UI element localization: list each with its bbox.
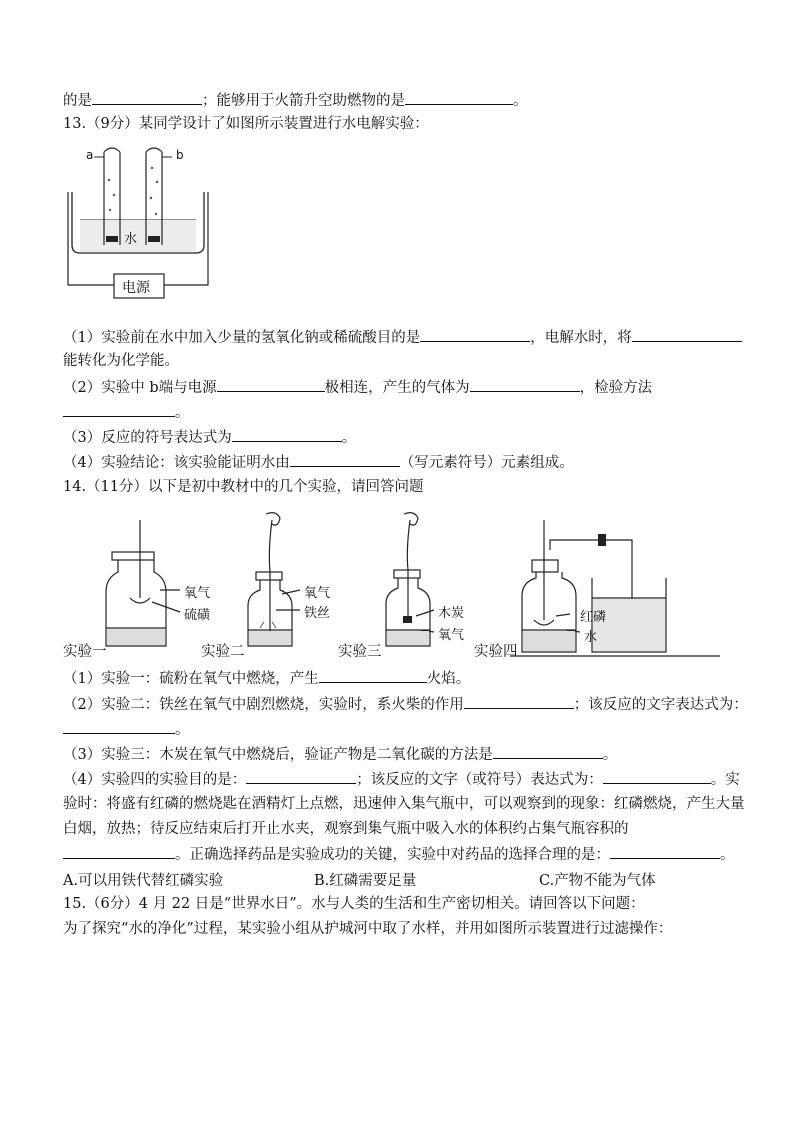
answer-blank[interactable] xyxy=(63,844,175,859)
label-exp-4: 实验四 xyxy=(474,644,518,660)
option-b: B.红磷需要足量 xyxy=(314,873,417,889)
label-oxygen-3: 氧气 xyxy=(438,628,465,643)
label-exp-2: 实验二 xyxy=(201,644,245,660)
label-power: 电源 xyxy=(122,280,150,296)
answer-blank[interactable] xyxy=(217,377,325,392)
q15-intro: 为了探究“水的净化”过程，某实验小组从护城河中取了水样，并用如图所示装置进行过滤操作： xyxy=(63,921,673,937)
answer-blank[interactable] xyxy=(610,844,720,859)
answer-blank[interactable] xyxy=(493,744,603,759)
label-sulfur: 硫磺 xyxy=(184,608,211,623)
label-oxygen-1: 氧气 xyxy=(184,586,211,601)
question-15-title: 15.（6分）4 月 22 日是“世界水日”。水与人类的生活和生产密切相关。请回答以下问题： xyxy=(63,896,645,912)
label-iron-wire: 铁丝 xyxy=(304,606,331,621)
answer-blank[interactable] xyxy=(92,90,202,105)
q14-4-cont3: 。正确选择药品是实验成功的关键，实验中对药品的选择合理的是： 。 xyxy=(63,844,735,865)
answer-blank[interactable] xyxy=(232,427,342,442)
answer-blank[interactable] xyxy=(290,452,400,467)
q14-2-cont: 。 xyxy=(63,719,190,740)
q14-3: （3）实验三：木炭在氧气中燃烧后，验证产物是二氧化碳的方法是 。 xyxy=(63,744,617,765)
label-a: a xyxy=(86,148,94,162)
label-water-4: 水 xyxy=(584,630,598,645)
q13-3: （3）反应的符号表达式为 。 xyxy=(63,427,356,448)
q14-4: （4）实验四的实验目的是： ；该反应的文字（或符号）表达式为： 。实 xyxy=(63,769,740,790)
answer-blank[interactable] xyxy=(464,694,574,709)
answer-blank[interactable] xyxy=(319,668,427,683)
answer-blank[interactable] xyxy=(246,769,356,784)
q14-2: （2）实验二：铁丝在氧气中剧烈燃烧，实验时，系火柴的作用 ；该反应的文字表达式为： xyxy=(63,694,748,715)
answer-blank[interactable] xyxy=(470,377,580,392)
label-b: b xyxy=(176,148,184,162)
q13-4: （4）实验结论：该实验能证明水由 （写元素符号）元素组成。 xyxy=(63,452,574,473)
answer-blank[interactable] xyxy=(63,719,175,734)
label-red-phosphorus: 红磷 xyxy=(580,610,607,625)
question-13-title: 13.（9分）某同学设计了如图所示装置进行水电解实验： xyxy=(63,116,429,132)
answer-blank[interactable] xyxy=(405,90,513,105)
q13-2-cont: 。 xyxy=(63,402,190,423)
q14-4-cont2: 白烟，放热；待反应结束后打开止水夹，观察到集气瓶中吸入水的体积约占集气瓶容积的 xyxy=(63,821,629,837)
label-oxygen-2: 氧气 xyxy=(304,586,331,601)
answer-blank[interactable] xyxy=(603,769,711,784)
answer-blank[interactable] xyxy=(420,327,530,342)
q13-1: （1）实验前在水中加入少量的氢氧化钠或稀硫酸目的是 ，电解水时，将 xyxy=(63,327,742,348)
q13-1-cont: 能转化为化学能。 xyxy=(63,353,179,369)
label-exp-1: 实验一 xyxy=(63,644,107,660)
electrolysis-diagram xyxy=(64,140,214,305)
label-water: 水 xyxy=(124,232,138,247)
q14-1: （1）实验一：硫粉在氧气中燃烧，产生 火焰。 xyxy=(63,668,470,689)
experiments-diagram xyxy=(100,510,730,660)
answer-blank[interactable] xyxy=(632,327,742,342)
question-14-title: 14.（11分）以下是初中教材中的几个实验，请回答问题 xyxy=(63,479,424,495)
option-c: C.产物不能为气体 xyxy=(539,873,656,889)
q13-2: （2）实验中 b端与电源 极相连，产生的气体为 ，检验方法 xyxy=(63,377,652,398)
label-charcoal: 木炭 xyxy=(438,606,465,621)
q14-4-cont1: 验时：将盛有红磷的燃烧匙在酒精灯上点燃，迅速伸入集气瓶中，可以观察到的现象：红磷燃烧，产生大量 xyxy=(63,796,745,812)
answer-line-12-end: 的是 ；能够用于火箭升空助燃物的是 。 xyxy=(63,90,528,111)
option-a: A.可以用铁代替红磷实验 xyxy=(63,873,224,889)
label-exp-3: 实验三 xyxy=(338,644,382,660)
answer-blank[interactable] xyxy=(63,402,175,417)
